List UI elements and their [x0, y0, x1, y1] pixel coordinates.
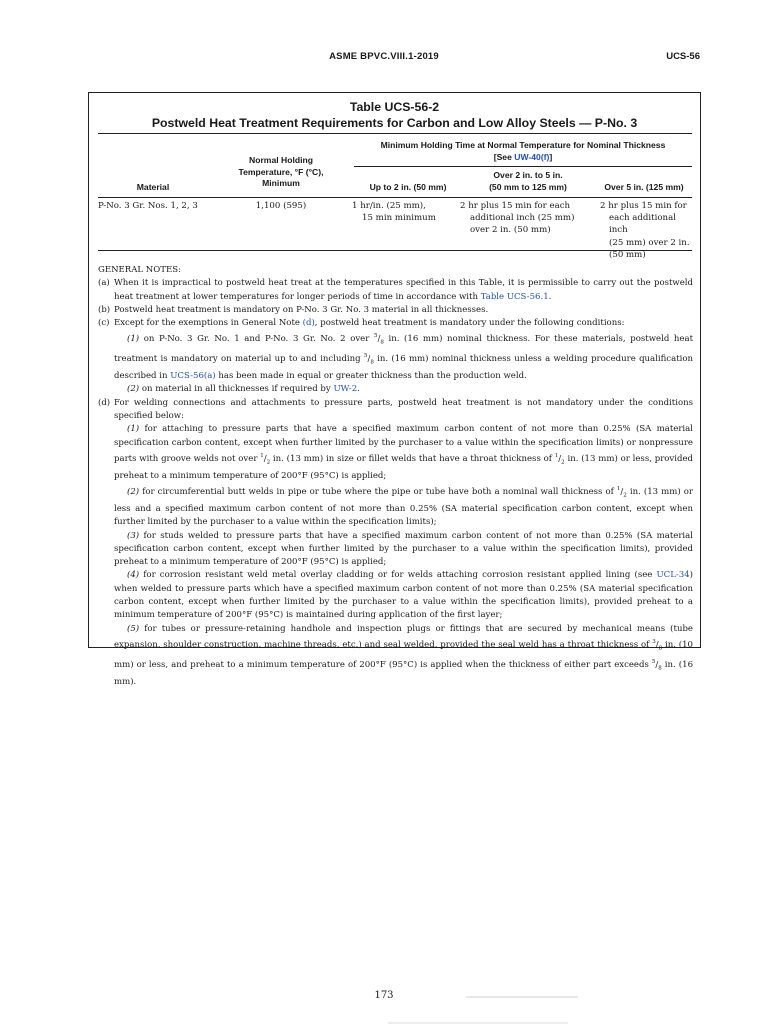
group-rule	[354, 166, 692, 167]
cell-2-to-5in: 2 hr plus 15 min for each additional inch (25 mm) over 2 in. (50 mm)	[460, 201, 575, 236]
table-ucs-56-1-link[interactable]: Table UCS-56.1	[480, 291, 549, 302]
page-number: 173	[374, 990, 394, 1001]
note-c2: (2) on material in all thicknesses if required by UW-2.	[127, 384, 360, 395]
cell-material: P-No. 3 Gr. Nos. 1, 2, 3	[98, 201, 198, 211]
note-d: (d) For welding connections and attachments to pressure parts, postweld heat treatment is not mandatory under the conditions specified below:	[98, 397, 693, 422]
general-notes	[98, 264, 693, 689]
cell-up-to-2in: 1 hr/in. (25 mm), 15 min minimum	[352, 201, 436, 224]
faint-watermark-line	[466, 996, 578, 998]
col-group-header	[354, 140, 692, 163]
header-rule	[98, 197, 692, 198]
table-number: Table UCS-56-2	[349, 100, 440, 114]
top-rule	[98, 133, 692, 134]
col-header-2-to-5in: Over 2 in. to 5 in. (50 mm to 125 mm)	[489, 170, 567, 192]
ucs-56a-link[interactable]: UCS-56(a)	[170, 371, 216, 382]
cell-over-5in: 2 hr plus 15 min for each additional inch (25 mm) over 2 in. (50 mm)	[600, 201, 690, 260]
table-title	[89, 100, 700, 131]
note-d1: (1) for attaching to pressure parts that have a specified maximum carbon content of not more than 0.25% (SA material specification carbon content, except when further limited by the purchaser to a value within the specification limits) or nonpressure parts with groove welds not over $^1/_2$ in. (13 mm) in size or fillet welds that have a throat thickness of $^1/_2$ in. (13 mm) or less, provided preheat to a minimum temperature of 200°F (95°C) is applied;	[114, 424, 693, 481]
note-a: (a) When it is impractical to postweld heat treat at the temperatures specified in this Table, it is permissible to carry out the postweld heat treatment at lower temperatures for longer periods of time in accordance with Table UCS-56.1.	[98, 278, 693, 302]
table-frame	[88, 92, 701, 687]
note-c: (c) Except for the exemptions in General Note (d), postweld heat treatment is mandatory under the following conditions:	[98, 318, 625, 329]
cell-temp: 1,100 (595)	[255, 201, 307, 211]
note-c1: (1) on P-No. 3 Gr. No. 1 and P-No. 3 Gr. No. 2 over $^5/_8$ in. (16 mm) nominal thickness. For these materials, postweld heat treatment is mandatory on material up to and including $^5/_8$ in. (16 mm) nominal thickness unless a welding procedure qualification described in UCS-56(a) has been made in equal or greater thickness than the production weld.	[114, 333, 694, 382]
col-group-line2: [See UW-40(f)]	[493, 151, 553, 162]
note-d5: (5) for tubes or pressure-retaining handhole and inspection plugs or fittings that are secured by mechanical means (tube expansion, shoulder construction, machine threads, etc.) and seal welded, provided the seal weld has a throat thickness of $^3/_8$ in. (10 mm) or less, and preheat to a minimum temperature of 200°F (95°C) is applied when the thickness of either part exceeds $^5/_8$ in. (16 mm).	[114, 623, 694, 687]
note-d4: (4) for corrosion resistant weld metal overlay cladding or for welds attaching corrosion resistant applied lining (see UCL-34) when welded to pressure parts which have a specified maximum carbon content of not more than 0.25% (SA material specification carbon content, except when further limited by the purchaser to a value within the specification limits), provided preheat to a minimum temperature of 200°F (95°C) is maintained during application of the first layer;	[114, 570, 694, 621]
running-header: ASME BPVC.VIII.1-2019	[329, 51, 439, 62]
uw40f-link[interactable]: UW-40(f)	[514, 151, 550, 162]
note-b: (b) Postweld heat treatment is mandatory on P-No. 3 Gr. No. 3 material in all thicknesses.	[98, 304, 489, 315]
notes-heading: GENERAL NOTES:	[98, 265, 181, 275]
section-id: UCS-56	[666, 51, 700, 62]
table-caption: Postweld Heat Treatment Requirements for Carbon and Low Alloy Steels — P-No. 3	[151, 115, 638, 130]
ucl-34-link[interactable]: UCL-34	[656, 570, 690, 581]
col-header-over-5in: Over 5 in. (125 mm)	[604, 182, 684, 192]
col-header-up-to-2in: Up to 2 in. (50 mm)	[369, 182, 447, 192]
col-header-temp: Normal Holding Temperature, °F (°C), Minimum	[238, 155, 324, 188]
uw-2-link[interactable]: UW-2	[333, 384, 358, 395]
note-d3: (3) for studs welded to pressure parts that have a specified maximum carbon content of not more than 0.25% (SA material specification carbon content, except when further limited by the purchaser to a value within the specification limits), provided preheat to a minimum temperature of 200°F (95°C) is applied;	[114, 530, 693, 568]
note-d2: (2) for circumferential butt welds in pipe or tube where the pipe or tube have both a nominal wall thickness of $^1/_2$ in. (13 mm) or less and a specified maximum carbon content of not more than 0.25% (SA material specification carbon content, except when further limited by the purchaser to a value within the specification limits);	[114, 486, 694, 528]
note-d-link[interactable]: (d)	[302, 318, 315, 329]
col-group-line1: Minimum Holding Time at Normal Temperature for Nominal Thickness	[380, 140, 666, 150]
col-header-material: Material	[136, 182, 170, 192]
